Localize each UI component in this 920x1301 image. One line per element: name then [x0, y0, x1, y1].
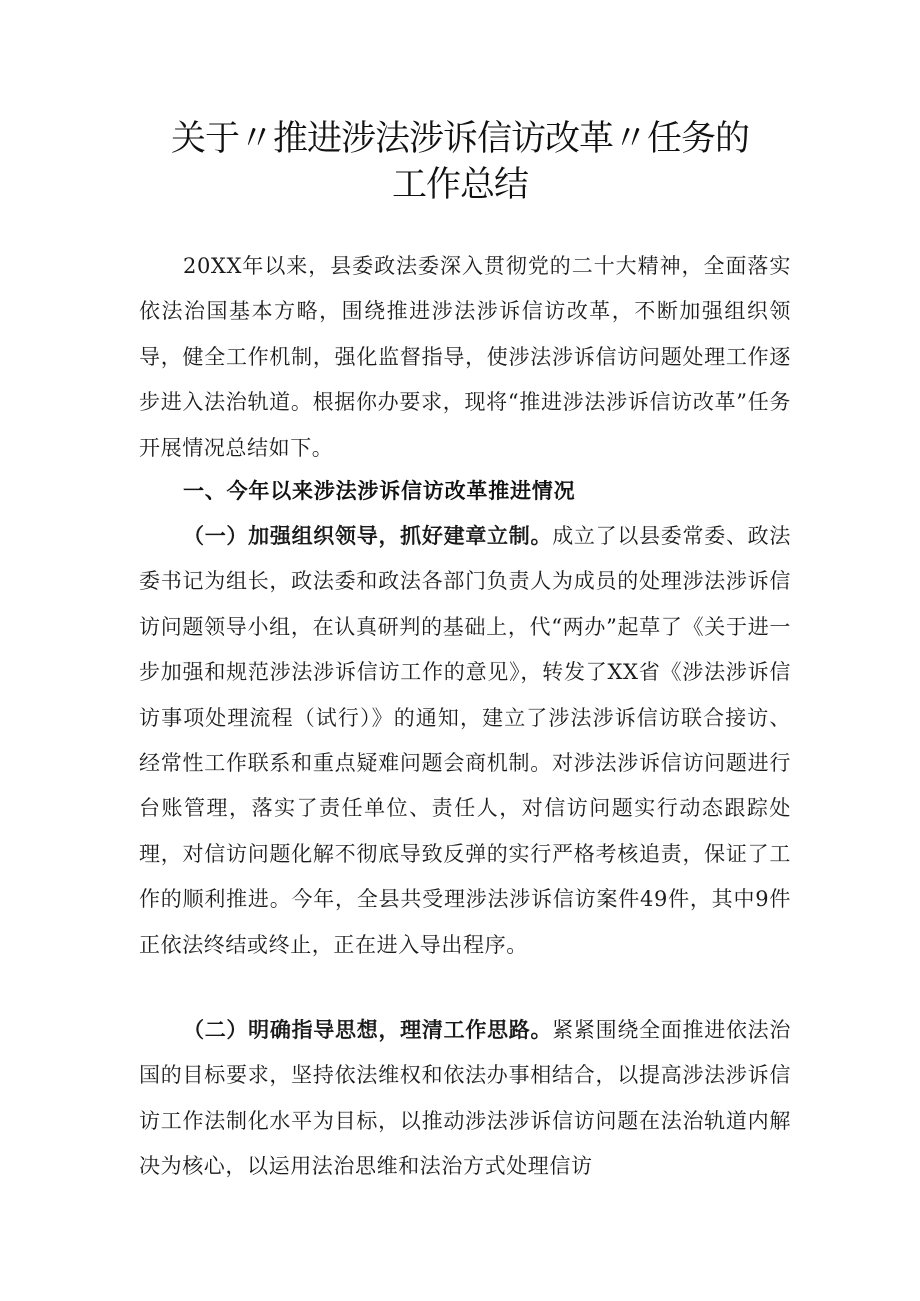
subsection-1-paragraph — [139, 514, 791, 968]
subsection-1-heading: （一）加强组织领导，抓好建章立制。 — [183, 524, 553, 548]
section-1-heading: 一、今年以来涉法涉诉信访改革推进情况 — [183, 479, 576, 503]
intro-paragraph: 20XX年以来，县委政法委深入贯彻党的二十大精神，全面落实依法治国基本方略，围绕推进涉法涉诉信访改革，不断加强组织领导，健全工作机制，强化监督指导，使涉法涉诉信访问题处理工作逐步进入法治轨道。根据你办要求，现将“推进涉法涉诉信访改革”任务开展情况总结如下。 — [139, 254, 791, 460]
subsection-2-body: 紧紧围绕全面推进依法治国的目标要求，坚持依法维权和依法办事相结合，以提高涉法涉诉信访工作法制化水平为目标，以推动涉法涉诉信访问题在法治轨道内解决为核心，以运用法治思维和法治方式处理信访 — [139, 1018, 791, 1179]
subsection-2-heading: （二）明确指导思想，理清工作思路。 — [183, 1018, 553, 1042]
subsection-1-body: 成立了以县委常委、政法委书记为组长，政法委和政法各部门负责人为成员的处理涉法涉诉信访问题领导小组，在认真研判的基础上，代“两办”起草了《关于进一步加强和规范涉法涉诉信访工作的意见》，转发了XX省《涉法涉诉信访事项处理流程（试行）》的通知，建立了涉法涉诉信访联合接访、经常性工作联系和重点疑难问题会商机制。对涉法涉诉信访问题进行台账管理，落实了责任单位、责任人，对信访问题实行动态跟踪处理，对信访问题化解不彻底导致反弹的实行严格考核追责，保证了工作的顺利推进。今年，全县共受理涉法涉诉信访案件49件，其中9件正依法终结或终止，正在进入导出程序。 — [139, 524, 791, 957]
document-title-line-2: 工作总结 — [391, 165, 528, 205]
subsection-2-paragraph — [139, 1008, 791, 1190]
document-title-line-1: 关于〃推进涉法涉诉信访改革〃任务的 — [170, 119, 749, 159]
